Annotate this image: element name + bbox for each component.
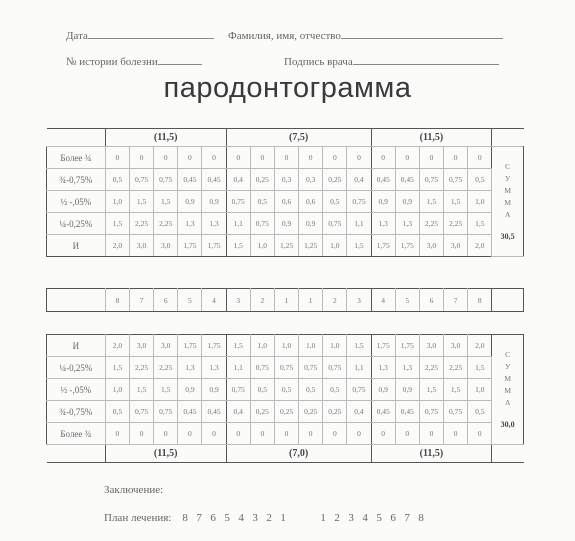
table-row xyxy=(47,235,524,257)
history-label: № истории болезни xyxy=(66,56,158,68)
value-cell: 1,5 xyxy=(444,191,468,213)
blank-cell xyxy=(47,445,106,463)
value-cell: 0,6 xyxy=(274,191,298,213)
blank-cell xyxy=(47,129,106,147)
table-row xyxy=(47,169,524,191)
value-cell: 0,9 xyxy=(371,191,395,213)
plan-tooth: 6 xyxy=(210,512,216,524)
value-cell: 1,3 xyxy=(395,357,419,379)
value-cell: 1,5 xyxy=(226,235,250,257)
value-cell: 3,0 xyxy=(129,335,153,357)
value-cell: 0,5 xyxy=(105,169,129,191)
plan-tooth: 7 xyxy=(196,512,202,524)
treatment-plan xyxy=(104,512,428,524)
plan-tooth: 8 xyxy=(182,512,188,524)
value-cell: 1,5 xyxy=(226,335,250,357)
value-cell: 0,75 xyxy=(323,357,347,379)
value-cell: 1,5 xyxy=(105,213,129,235)
value-cell: 1,25 xyxy=(299,235,323,257)
value-cell: 0,3 xyxy=(299,169,323,191)
row-label: ¾-0,75% xyxy=(47,169,106,191)
value-cell: 1,0 xyxy=(468,379,492,401)
value-cell: 0 xyxy=(250,147,274,169)
value-cell: 0,75 xyxy=(129,169,153,191)
name-label: Фамилия, имя, отчество xyxy=(228,30,341,42)
value-cell: 0 xyxy=(419,423,443,445)
value-cell: 1,0 xyxy=(468,191,492,213)
value-cell: 0,9 xyxy=(371,379,395,401)
value-cell: 1,0 xyxy=(323,335,347,357)
value-cell: 3,0 xyxy=(154,235,178,257)
value-cell: 0,45 xyxy=(395,169,419,191)
value-cell: 0,75 xyxy=(347,191,371,213)
signature-label: Подпись врача xyxy=(284,56,353,68)
value-cell: 0 xyxy=(395,147,419,169)
value-cell: 0,25 xyxy=(323,401,347,423)
table-row xyxy=(47,335,524,357)
teeth-number-row xyxy=(46,288,524,312)
value-cell: 1,5 xyxy=(347,235,371,257)
value-cell: 0,75 xyxy=(274,357,298,379)
tooth-number: 5 xyxy=(178,289,202,312)
value-cell: 0 xyxy=(444,423,468,445)
row-label: ½ -,05% xyxy=(47,379,106,401)
value-cell: 0,9 xyxy=(178,191,202,213)
date-label: Дата xyxy=(66,30,88,42)
name-line xyxy=(341,37,503,39)
value-cell: 0,75 xyxy=(250,357,274,379)
blank-cell xyxy=(492,445,524,463)
conclusion-label: Заключение: xyxy=(104,484,164,496)
value-cell: 1,1 xyxy=(226,357,250,379)
value-cell: 0,25 xyxy=(299,401,323,423)
value-cell: 2,25 xyxy=(129,357,153,379)
value-cell: 1,75 xyxy=(178,335,202,357)
value-cell: 0,75 xyxy=(419,401,443,423)
value-cell: 0 xyxy=(395,423,419,445)
tooth-number: 7 xyxy=(444,289,468,312)
row-label: Более ¾ xyxy=(47,147,106,169)
value-cell: 0 xyxy=(105,423,129,445)
value-cell: 0,3 xyxy=(274,169,298,191)
group-total: (11,5) xyxy=(371,129,492,147)
value-cell: 0 xyxy=(468,423,492,445)
value-cell: 0 xyxy=(178,423,202,445)
value-cell: 0,75 xyxy=(250,213,274,235)
table-row xyxy=(47,401,524,423)
group-total: (11,5) xyxy=(105,129,226,147)
row-label: И xyxy=(47,335,106,357)
group-total: (11,5) xyxy=(371,445,492,463)
plan-teeth xyxy=(174,512,428,524)
value-cell: 1,25 xyxy=(274,235,298,257)
value-cell: 0,45 xyxy=(371,169,395,191)
value-cell: 0,75 xyxy=(129,401,153,423)
table-row xyxy=(47,379,524,401)
value-cell: 0,9 xyxy=(178,379,202,401)
value-cell: 0,9 xyxy=(395,191,419,213)
value-cell: 1,3 xyxy=(395,213,419,235)
tooth-number: 8 xyxy=(468,289,492,312)
value-cell: 0 xyxy=(468,147,492,169)
value-cell: 1,0 xyxy=(105,379,129,401)
tooth-number: 4 xyxy=(371,289,395,312)
value-cell: 0,5 xyxy=(274,379,298,401)
value-cell: 1,0 xyxy=(274,335,298,357)
value-cell: 0,25 xyxy=(250,169,274,191)
value-cell: 0 xyxy=(129,423,153,445)
group-totals-row xyxy=(47,445,524,463)
plan-tooth: 1 xyxy=(280,512,286,524)
value-cell: 0,5 xyxy=(250,191,274,213)
value-cell: 0,75 xyxy=(154,169,178,191)
tooth-number: 3 xyxy=(226,289,250,312)
value-cell: 0,4 xyxy=(347,169,371,191)
value-cell: 0 xyxy=(202,147,226,169)
sum-value: 30,5 xyxy=(500,231,515,241)
value-cell: 1,3 xyxy=(178,357,202,379)
history-line xyxy=(158,63,202,65)
value-cell: 2,0 xyxy=(105,235,129,257)
value-cell: 0,9 xyxy=(202,379,226,401)
value-cell: 3,0 xyxy=(154,335,178,357)
value-cell: 0,4 xyxy=(226,401,250,423)
value-cell: 1,0 xyxy=(250,335,274,357)
group-total: (7,5) xyxy=(226,129,371,147)
value-cell: 1,3 xyxy=(371,213,395,235)
tooth-number: 2 xyxy=(323,289,347,312)
group-total: (7,0) xyxy=(226,445,371,463)
value-cell: 0 xyxy=(226,147,250,169)
value-cell: 0 xyxy=(371,147,395,169)
value-cell: 0 xyxy=(274,147,298,169)
blank-cell xyxy=(47,289,106,312)
value-cell: 2,25 xyxy=(154,213,178,235)
value-cell: 1,5 xyxy=(468,213,492,235)
plan-tooth: 3 xyxy=(348,512,354,524)
value-cell: 1,5 xyxy=(347,335,371,357)
table-row xyxy=(47,213,524,235)
value-cell: 0 xyxy=(347,147,371,169)
value-cell: 1,1 xyxy=(226,213,250,235)
value-cell: 0 xyxy=(347,423,371,445)
value-cell: 0,75 xyxy=(419,169,443,191)
value-cell: 0,45 xyxy=(202,169,226,191)
plan-tooth: 5 xyxy=(376,512,382,524)
value-cell: 0 xyxy=(299,147,323,169)
value-cell: 0 xyxy=(419,147,443,169)
value-cell: 1,0 xyxy=(250,235,274,257)
signature-field xyxy=(284,56,499,68)
value-cell: 2,0 xyxy=(105,335,129,357)
upper-jaw-table xyxy=(46,128,524,257)
value-cell: 3,0 xyxy=(419,335,443,357)
table-row xyxy=(47,357,524,379)
plan-tooth: 4 xyxy=(238,512,244,524)
value-cell: 0 xyxy=(299,423,323,445)
row-label: ¼-0,25% xyxy=(47,213,106,235)
value-cell: 2,25 xyxy=(419,357,443,379)
row-label: И xyxy=(47,235,106,257)
plan-tooth: 4 xyxy=(362,512,368,524)
plan-tooth: 6 xyxy=(390,512,396,524)
sum-cell: С У М М А 30,5 xyxy=(492,147,524,257)
value-cell: 0,75 xyxy=(226,191,250,213)
value-cell: 0 xyxy=(323,423,347,445)
value-cell: 1,75 xyxy=(202,335,226,357)
value-cell: 0 xyxy=(226,423,250,445)
value-cell: 1,0 xyxy=(105,191,129,213)
value-cell: 3,0 xyxy=(444,335,468,357)
plan-tooth: 2 xyxy=(334,512,340,524)
value-cell: 3,0 xyxy=(419,235,443,257)
value-cell: 2,25 xyxy=(444,213,468,235)
value-cell: 0 xyxy=(250,423,274,445)
lower-jaw-table xyxy=(46,334,524,463)
value-cell: 0 xyxy=(444,147,468,169)
value-cell: 1,5 xyxy=(154,379,178,401)
value-cell: 0,5 xyxy=(323,191,347,213)
date-line xyxy=(88,37,214,39)
value-cell: 2,25 xyxy=(129,213,153,235)
value-cell: 1,1 xyxy=(347,213,371,235)
value-cell: 1,75 xyxy=(371,335,395,357)
row-label: ¼-0,25% xyxy=(47,357,106,379)
value-cell: 1,0 xyxy=(323,235,347,257)
tooth-number: 5 xyxy=(395,289,419,312)
plan-tooth: 3 xyxy=(252,512,258,524)
blank-cell xyxy=(492,129,524,147)
value-cell: 0 xyxy=(274,423,298,445)
name-field xyxy=(228,30,503,42)
value-cell: 0 xyxy=(129,147,153,169)
value-cell: 0 xyxy=(154,423,178,445)
value-cell: 0,75 xyxy=(154,401,178,423)
value-cell: 1,3 xyxy=(178,213,202,235)
tooth-number: 1 xyxy=(299,289,323,312)
tooth-number: 6 xyxy=(419,289,443,312)
value-cell: 1,75 xyxy=(202,235,226,257)
value-cell: 0,5 xyxy=(250,379,274,401)
value-cell: 1,1 xyxy=(347,357,371,379)
value-cell: 0,4 xyxy=(347,401,371,423)
tooth-number: 8 xyxy=(105,289,129,312)
value-cell: 0,25 xyxy=(250,401,274,423)
plan-tooth: 7 xyxy=(404,512,410,524)
value-cell: 0,9 xyxy=(395,379,419,401)
value-cell: 0,5 xyxy=(323,379,347,401)
value-cell: 3,0 xyxy=(444,235,468,257)
value-cell: 1,3 xyxy=(202,213,226,235)
value-cell: 0,45 xyxy=(395,401,419,423)
value-cell: 2,25 xyxy=(419,213,443,235)
value-cell: 0,75 xyxy=(347,379,371,401)
value-cell: 1,0 xyxy=(299,335,323,357)
value-cell: 0,75 xyxy=(299,357,323,379)
value-cell: 2,25 xyxy=(444,357,468,379)
sum-value: 30,0 xyxy=(500,419,515,429)
tooth-number: 2 xyxy=(250,289,274,312)
value-cell: 0,75 xyxy=(444,401,468,423)
value-cell: 0,25 xyxy=(274,401,298,423)
plan-tooth: 2 xyxy=(266,512,272,524)
value-cell: 0 xyxy=(154,147,178,169)
table-row xyxy=(47,191,524,213)
value-cell: 1,75 xyxy=(178,235,202,257)
value-cell: 0 xyxy=(323,147,347,169)
date-field xyxy=(66,30,214,42)
value-cell: 2,25 xyxy=(154,357,178,379)
sum-cell: С У М М А 30,0 xyxy=(492,335,524,445)
value-cell: 0,9 xyxy=(202,191,226,213)
tooth-number: 3 xyxy=(347,289,371,312)
table-row xyxy=(47,423,524,445)
value-cell: 0 xyxy=(202,423,226,445)
value-cell: 3,0 xyxy=(129,235,153,257)
value-cell: 1,5 xyxy=(129,191,153,213)
value-cell: 0,75 xyxy=(226,379,250,401)
plan-label: План лечения: xyxy=(104,512,172,524)
tooth-number: 4 xyxy=(202,289,226,312)
value-cell: 2,0 xyxy=(468,335,492,357)
value-cell: 0,9 xyxy=(274,213,298,235)
value-cell: 2,0 xyxy=(468,235,492,257)
value-cell: 1,75 xyxy=(395,335,419,357)
group-totals-row xyxy=(47,129,524,147)
row-label: ½ -,05% xyxy=(47,191,106,213)
blank-cell xyxy=(492,289,524,312)
history-field xyxy=(66,56,202,68)
page-title: пародонтограмма xyxy=(163,72,412,104)
value-cell: 1,3 xyxy=(202,357,226,379)
value-cell: 0,9 xyxy=(299,213,323,235)
value-cell: 0,45 xyxy=(202,401,226,423)
value-cell: 1,5 xyxy=(105,357,129,379)
value-cell: 0,5 xyxy=(468,169,492,191)
row-label: ¾-0,75% xyxy=(47,401,106,423)
value-cell: 0 xyxy=(178,147,202,169)
value-cell: 0 xyxy=(105,147,129,169)
signature-line xyxy=(353,63,499,65)
value-cell: 0,75 xyxy=(323,213,347,235)
value-cell: 0,45 xyxy=(178,169,202,191)
value-cell: 0,25 xyxy=(323,169,347,191)
value-cell: 0 xyxy=(371,423,395,445)
value-cell: 1,3 xyxy=(371,357,395,379)
value-cell: 1,75 xyxy=(371,235,395,257)
value-cell: 0,45 xyxy=(178,401,202,423)
tooth-number: 6 xyxy=(154,289,178,312)
row-label: Более ¾ xyxy=(47,423,106,445)
value-cell: 0,5 xyxy=(105,401,129,423)
value-cell: 0,5 xyxy=(299,379,323,401)
value-cell: 1,5 xyxy=(129,379,153,401)
value-cell: 0,75 xyxy=(444,169,468,191)
plan-tooth: 8 xyxy=(418,512,424,524)
value-cell: 1,5 xyxy=(419,379,443,401)
plan-tooth: 1 xyxy=(320,512,326,524)
value-cell: 1,5 xyxy=(468,357,492,379)
value-cell: 0,5 xyxy=(468,401,492,423)
teeth-row xyxy=(47,289,524,312)
tooth-number: 7 xyxy=(129,289,153,312)
value-cell: 1,75 xyxy=(395,235,419,257)
value-cell: 1,5 xyxy=(444,379,468,401)
value-cell: 0,4 xyxy=(226,169,250,191)
table-row xyxy=(47,147,524,169)
group-total: (11,5) xyxy=(105,445,226,463)
value-cell: 0,6 xyxy=(299,191,323,213)
value-cell: 1,5 xyxy=(419,191,443,213)
value-cell: 1,5 xyxy=(154,191,178,213)
plan-tooth: 5 xyxy=(224,512,230,524)
tooth-number: 1 xyxy=(274,289,298,312)
value-cell: 0,45 xyxy=(371,401,395,423)
